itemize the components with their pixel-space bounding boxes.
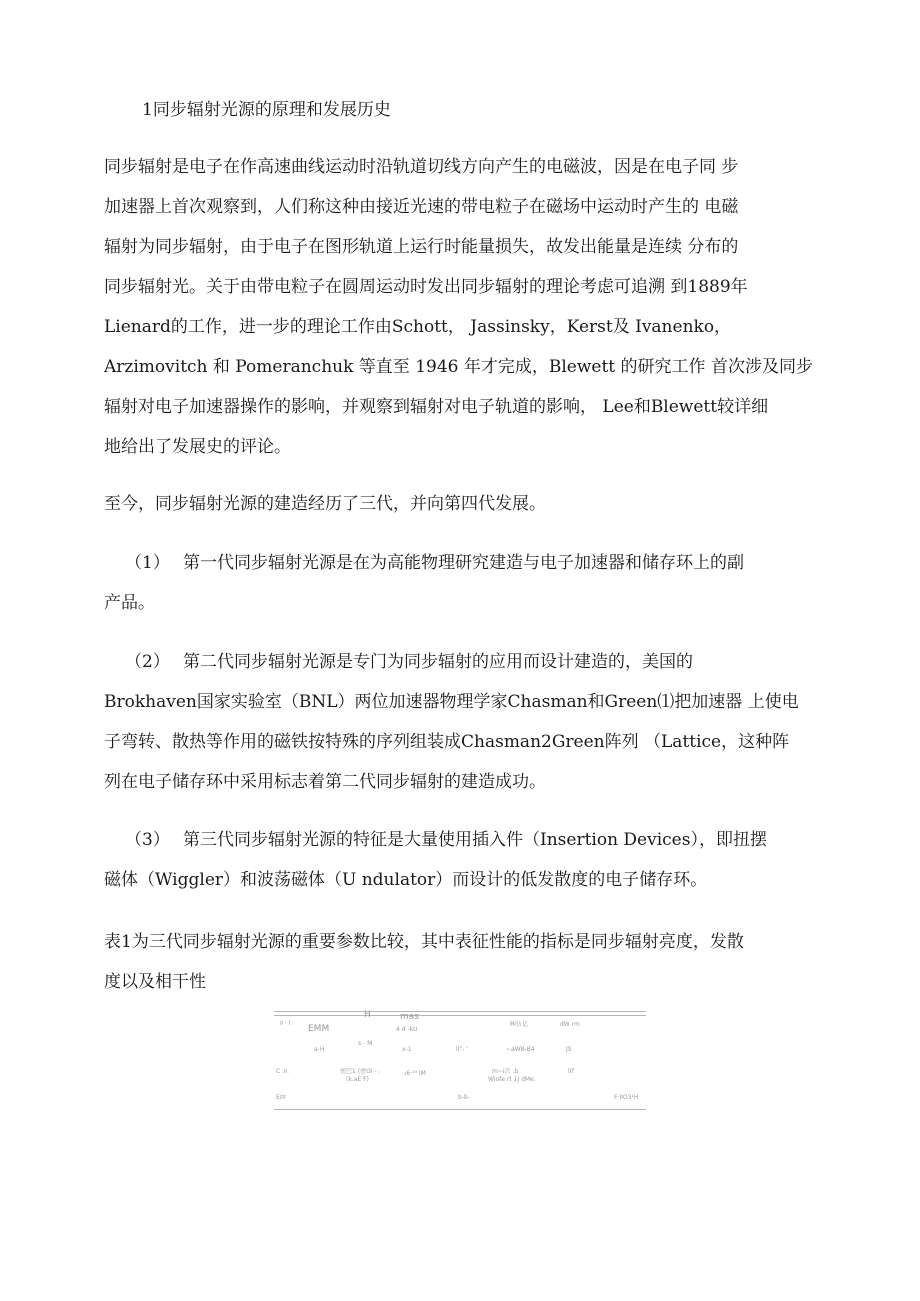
text-line: 子弯转、散热等作用的磁铁按特殊的序列组装成Chasman2Green阵列 （Lattice，这种阵 bbox=[104, 732, 790, 752]
table-header-cell: EMM bbox=[308, 1024, 330, 1034]
table-header-cell: ㈱伍亿 bbox=[510, 1021, 529, 1028]
text-line: 表1为三代同步辐射光源的重要参数比较，其中表征性能的指标是同步辐射亮度，发散 bbox=[104, 932, 744, 952]
table-cell: m~i次 .b bbox=[492, 1068, 519, 1075]
table-cell: ~aWB-B4 bbox=[506, 1046, 535, 1053]
text-line: 同步辐射光。关于由带电粒子在圆周运动时发出同步辐射的理论考虑可追溯 到1889年 bbox=[104, 277, 748, 297]
table-header-rule bbox=[274, 1015, 646, 1016]
table-cell: F·IIO3¹H bbox=[614, 1094, 639, 1101]
text-line: 同步辐射是电子在作高速曲线运动时沿轨道切线方向产生的电磁波，因是在电子同 步 bbox=[104, 157, 739, 177]
table-header-cell: ﾛ · l bbox=[280, 1020, 291, 1027]
table-cell: x-1 bbox=[402, 1046, 412, 1053]
text-line: Arzimovitch 和 Pomeranchuk 等直至 1946 年才完成，Blewett 的研究工作 首次涉及同步 bbox=[104, 357, 813, 377]
text-line: 度以及相干性 bbox=[104, 972, 206, 992]
table-header-cell: dW rm bbox=[560, 1021, 580, 1028]
text-line: 产品。 bbox=[104, 593, 155, 613]
text-line: 第三代同步辐射光源的特征是大量使用插入件（Insertion Devices），即扭摆 bbox=[183, 830, 767, 850]
table-cell: s - M bbox=[358, 1040, 373, 1047]
list-item-third-generation bbox=[104, 820, 816, 900]
table-cell: a-H bbox=[314, 1046, 325, 1053]
table-cell: 密巴1 (密Oi - ₍ bbox=[340, 1068, 380, 1075]
text-line: 至今，同步辐射光源的建造经历了三代，并向第四代发展。 bbox=[104, 494, 546, 514]
table-cell: ₄6·¹⁰ IM bbox=[404, 1070, 426, 1077]
table-cell: l(f bbox=[568, 1068, 575, 1075]
table-cell: b-b- bbox=[458, 1094, 470, 1101]
table-cell: Wiofe rt 1J dMe. bbox=[488, 1076, 536, 1083]
text-line: 磁体（Wiggler）和波荡磁体（U ndulator）而设计的低发散度的电子储存环。 bbox=[104, 870, 708, 890]
table-header-cell: 4 d -kU bbox=[396, 1026, 418, 1033]
text-line: 第一代同步辐射光源是在为高能物理研究建造与电子加速器和储存环上的副 bbox=[183, 553, 744, 573]
text-line: Lienard的工作，进一步的理论工作由Schott， Jassinsky，Kerst及 Ivanenko， bbox=[104, 317, 732, 337]
table-header-cell: H bbox=[364, 1010, 371, 1020]
intro-paragraph bbox=[104, 147, 816, 467]
text-line: 第二代同步辐射光源是专门为同步辐射的应用而设计建造的，美国的 bbox=[183, 652, 693, 672]
text-line: 辐射为同步辐射，由于电子在图形轨道上运行时能量损失，故发出能量是连续 分布的 bbox=[104, 237, 739, 257]
list-item-first-generation bbox=[104, 543, 816, 623]
table-top-rule bbox=[274, 1011, 646, 1012]
comparison-table bbox=[274, 1006, 646, 1110]
item-number: （3） bbox=[125, 830, 170, 850]
table-caption-paragraph bbox=[104, 922, 816, 1002]
table-cell: (k.aE F) bbox=[346, 1076, 369, 1083]
text-line: 加速器上首次观察到，人们称这种由接近光速的带电粒子在磁场中运动时产生的 电磁 bbox=[104, 197, 739, 217]
item-number: （1） bbox=[125, 553, 170, 573]
table-cell: ll"- ' bbox=[456, 1046, 468, 1053]
table-header-cell: mas bbox=[400, 1012, 419, 1022]
text-line: 列在电子储存环中采用标志着第二代同步辐射的建造成功。 bbox=[104, 772, 546, 792]
item-number: （2） bbox=[125, 652, 170, 672]
generations-paragraph bbox=[104, 484, 816, 524]
text-line: Brokhaven国家实验室（BNL）两位加速器物理学家Chasman和Green⑴把加速器 上使电 bbox=[104, 692, 799, 712]
table-cell: C .ﾛ. bbox=[276, 1068, 289, 1075]
list-item-second-generation bbox=[104, 642, 816, 802]
section-title: 1同步辐射光源的原理和发展历史 bbox=[142, 100, 391, 120]
text-line: 辐射对电子加速器操作的影响，并观察到辐射对电子轨道的影响， Lee和Blewett较详细 bbox=[104, 397, 769, 417]
table-bottom-rule bbox=[274, 1109, 646, 1110]
table-cell: Eﾛﾛ bbox=[276, 1094, 286, 1101]
table-cell: JS bbox=[566, 1046, 572, 1053]
text-line: 地给出了发展史的评论。 bbox=[104, 437, 291, 457]
